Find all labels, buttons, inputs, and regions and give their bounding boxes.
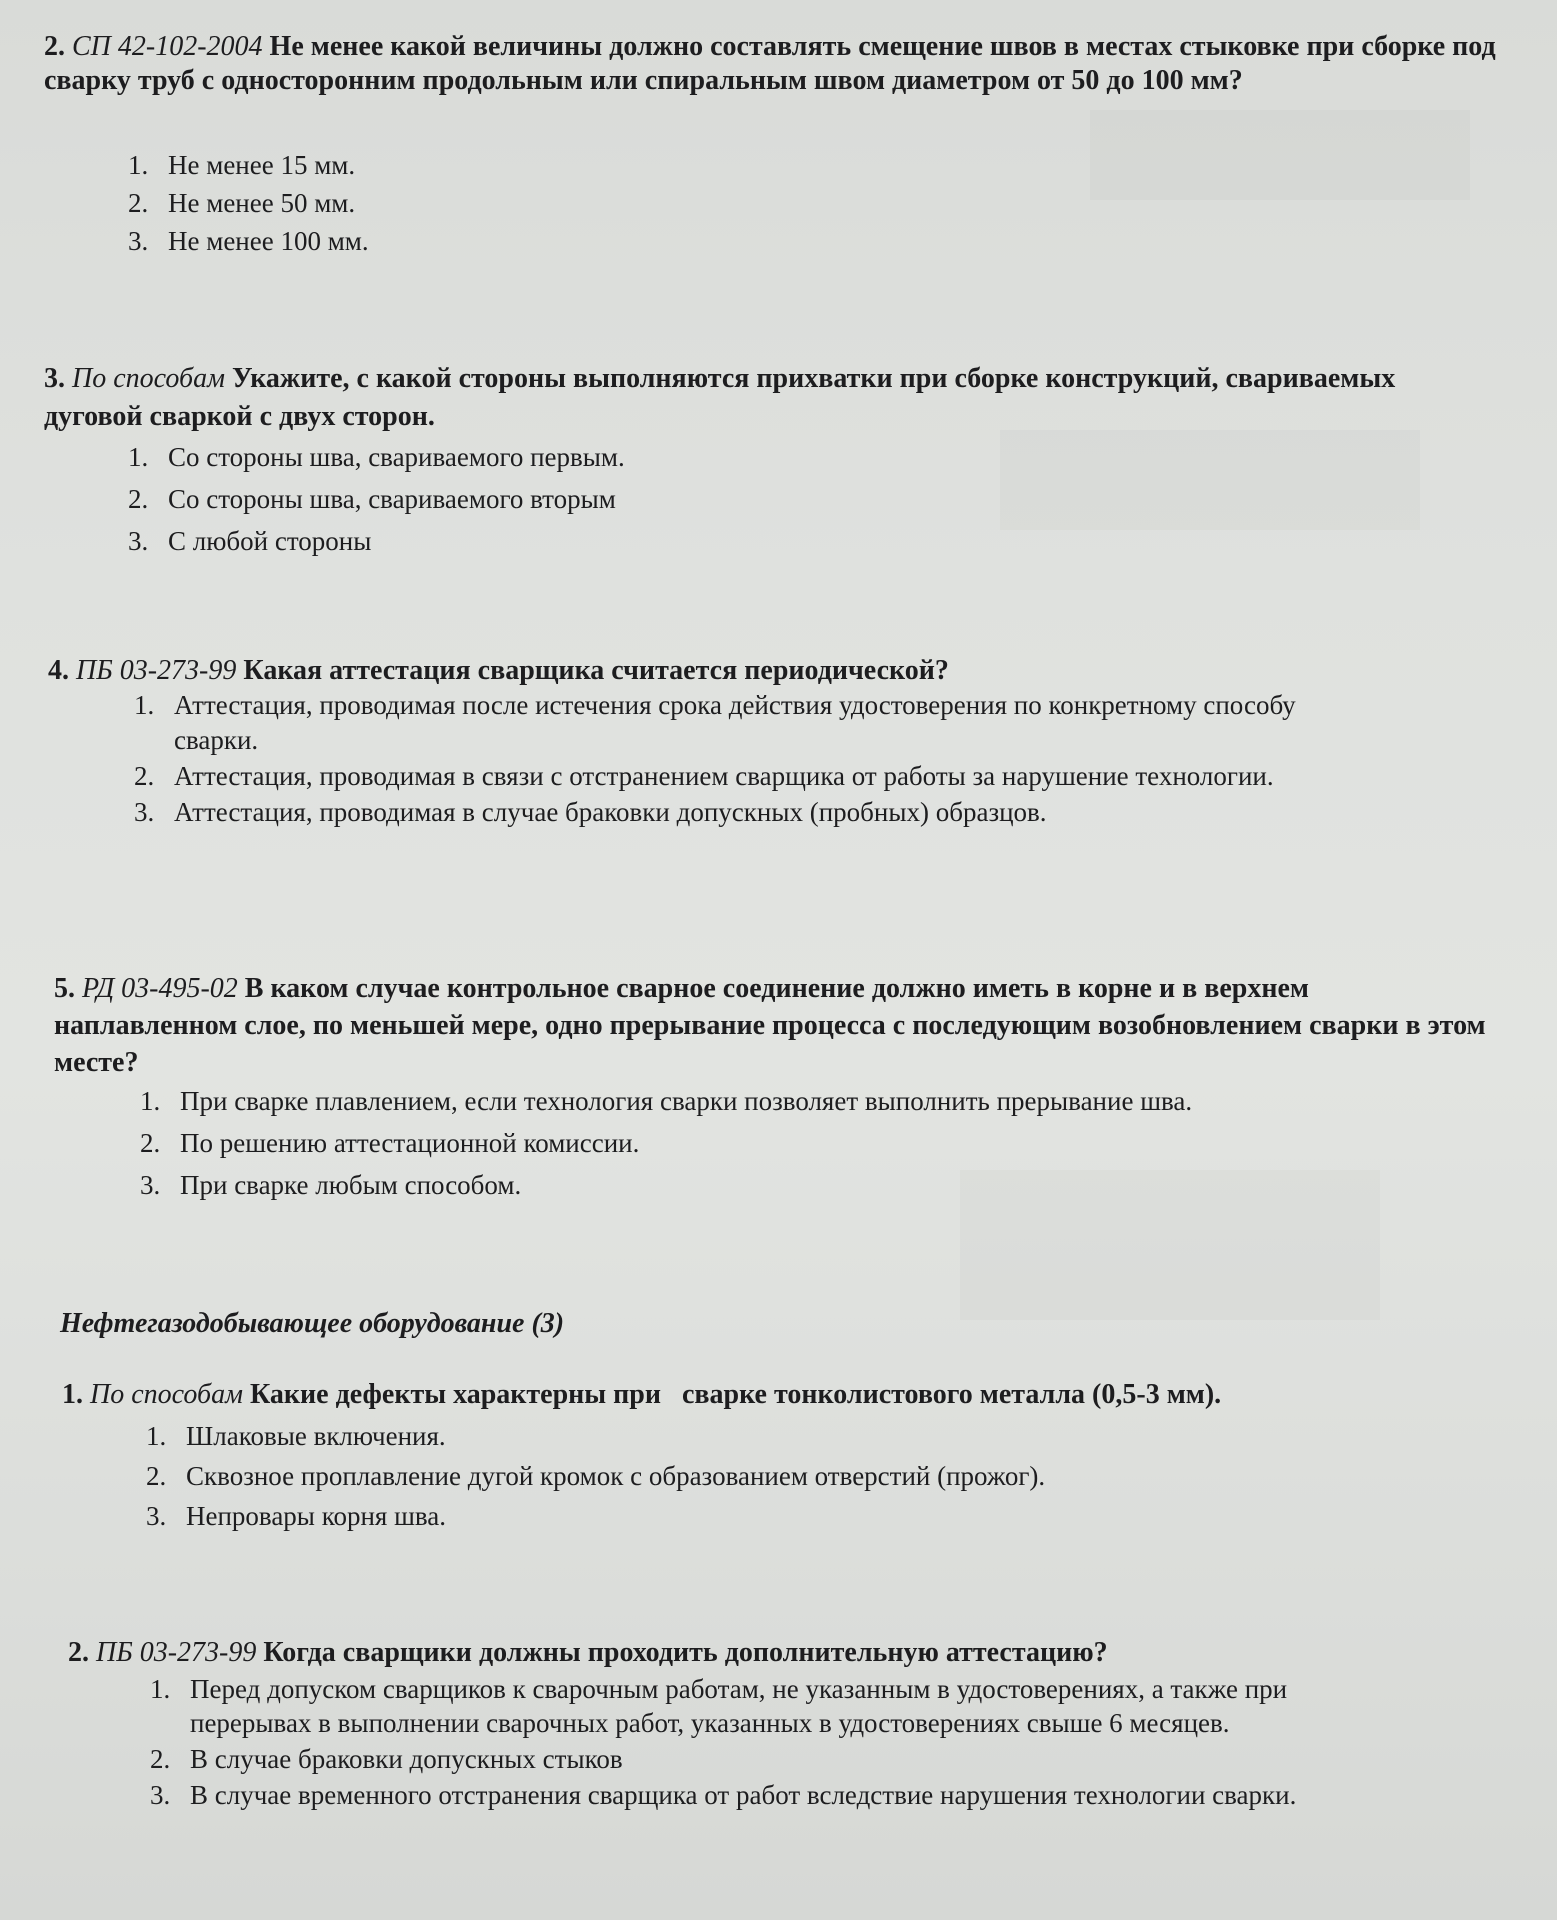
option-text: Аттестация, проводимая в случае браковки допускных (пробных) образцов. xyxy=(174,797,1047,827)
option-number: 2. xyxy=(146,1461,167,1491)
option-text: При сварке любым способом. xyxy=(180,1170,522,1200)
option-item xyxy=(128,222,369,260)
question-body: Укажите, с какой стороны выполняются прихватки при сборке конструкций, свариваемых дуговой сваркой с двух сторон. xyxy=(44,363,1396,432)
options-list xyxy=(150,1672,1410,1812)
question-text xyxy=(62,1378,1502,1412)
option-item xyxy=(150,1778,1410,1812)
question-text xyxy=(44,360,1424,436)
option-text: Не менее 15 мм. xyxy=(168,150,356,180)
option-number: 1. xyxy=(150,1674,171,1704)
option-item xyxy=(134,795,1384,830)
option-text: По решению аттестационной комиссии. xyxy=(180,1128,640,1158)
question-number: 2. xyxy=(44,31,65,62)
option-number: 2. xyxy=(128,484,149,514)
question-number: 1. xyxy=(62,1379,83,1410)
question-text xyxy=(54,970,1494,1081)
option-number: 1. xyxy=(128,150,149,180)
option-item xyxy=(140,1164,1440,1206)
question-body: Не менее какой величины должно составлять смещение швов в местах стыковке при сборке под сварку труб с односторонним продольным или спиральным швом диаметром от 50 до 100 мм? xyxy=(44,31,1496,96)
show-through-shadow xyxy=(1000,430,1420,530)
option-item xyxy=(134,759,1384,794)
options-list xyxy=(128,146,369,260)
option-item xyxy=(140,1122,1440,1164)
question-source: СП 42-102-2004 xyxy=(72,31,263,62)
options-list xyxy=(146,1416,1446,1536)
option-number: 3. xyxy=(128,526,149,556)
option-item xyxy=(128,478,625,520)
question-source: По способам xyxy=(72,363,225,394)
option-item xyxy=(140,1080,1440,1122)
option-item xyxy=(134,688,1384,758)
options-list xyxy=(128,436,625,562)
option-number: 3. xyxy=(128,226,149,256)
question-body: Какие дефекты характерны при сварке тонколистового металла (0,5-3 мм). xyxy=(249,1379,1222,1410)
option-text: Непровары корня шва. xyxy=(186,1501,446,1531)
option-text: Не менее 100 мм. xyxy=(168,226,369,256)
option-number: 2. xyxy=(128,188,149,218)
option-number: 2. xyxy=(140,1128,161,1158)
option-text: Не менее 50 мм. xyxy=(168,188,356,218)
question-number: 4. xyxy=(48,655,69,686)
option-text: Со стороны шва, свариваемого первым. xyxy=(168,442,625,472)
option-number: 1. xyxy=(146,1421,167,1451)
options-list xyxy=(140,1080,1440,1206)
option-text: При сварке плавлением, если технология сварки позволяет выполнить прерывание шва. xyxy=(180,1086,1193,1116)
option-number: 3. xyxy=(150,1780,171,1810)
option-text: Шлаковые включения. xyxy=(186,1421,446,1451)
option-number: 2. xyxy=(150,1744,171,1774)
option-text: Перед допуском сварщиков к сварочным работам, не указанным в удостоверениях, а также при перерывах в выполнении сварочных работ, указанных в удостоверениях свыше 6 месяцев. xyxy=(190,1674,1288,1738)
option-text: Сквозное проплавление дугой кромок с образованием отверстий (прожог). xyxy=(186,1461,1046,1491)
question-number: 5. xyxy=(54,973,75,1004)
option-item xyxy=(128,184,369,222)
option-item xyxy=(150,1742,1410,1776)
option-text: Аттестация, проводимая в связи с отстранением сварщика от работы за нарушение технологии. xyxy=(174,761,1274,791)
option-item xyxy=(150,1672,1410,1740)
question-text xyxy=(48,654,1488,688)
question-text xyxy=(68,1636,1508,1670)
option-number: 2. xyxy=(134,761,155,791)
option-number: 1. xyxy=(128,442,149,472)
option-item xyxy=(146,1416,1446,1456)
option-number: 3. xyxy=(146,1501,167,1531)
question-source: ПБ 03-273-99 xyxy=(96,1637,257,1668)
option-text: В случае браковки допускных стыков xyxy=(190,1744,623,1774)
question-body: В каком случае контрольное сварное соединение должно иметь в корне и в верхнем наплавленном слое, по меньшей мере, одно прерывание процесса с последующим возобновлением сварки в этом месте? xyxy=(54,973,1486,1078)
option-number: 3. xyxy=(140,1170,161,1200)
question-number: 3. xyxy=(44,363,65,394)
option-item xyxy=(128,146,369,184)
option-number: 3. xyxy=(134,797,155,827)
question-source: По способам xyxy=(90,1379,243,1410)
option-text: С любой стороны xyxy=(168,526,372,556)
section-title: Нефтегазодобывающее оборудование (3) xyxy=(60,1308,565,1339)
option-number: 1. xyxy=(134,690,155,720)
question-text xyxy=(44,30,1504,98)
question-number: 2. xyxy=(68,1637,89,1668)
option-item xyxy=(146,1496,1446,1536)
question-body: Какая аттестация сварщика считается периодической? xyxy=(243,655,949,686)
option-item xyxy=(128,520,625,562)
option-item xyxy=(146,1456,1446,1496)
option-item xyxy=(128,436,625,478)
show-through-shadow xyxy=(1090,110,1470,200)
question-source: РД 03-495-02 xyxy=(82,973,238,1004)
option-number: 1. xyxy=(140,1086,161,1116)
options-list xyxy=(134,688,1384,830)
option-text: В случае временного отстранения сварщика от работ вследствие нарушения технологии сварки. xyxy=(190,1780,1297,1810)
option-text: Со стороны шва, свариваемого вторым xyxy=(168,484,616,514)
option-text: Аттестация, проводимая после истечения срока действия удостоверения по конкретному способу сварки. xyxy=(174,690,1296,755)
question-source: ПБ 03-273-99 xyxy=(76,655,237,686)
question-body: Когда сварщики должны проходить дополнительную аттестацию? xyxy=(263,1637,1108,1668)
